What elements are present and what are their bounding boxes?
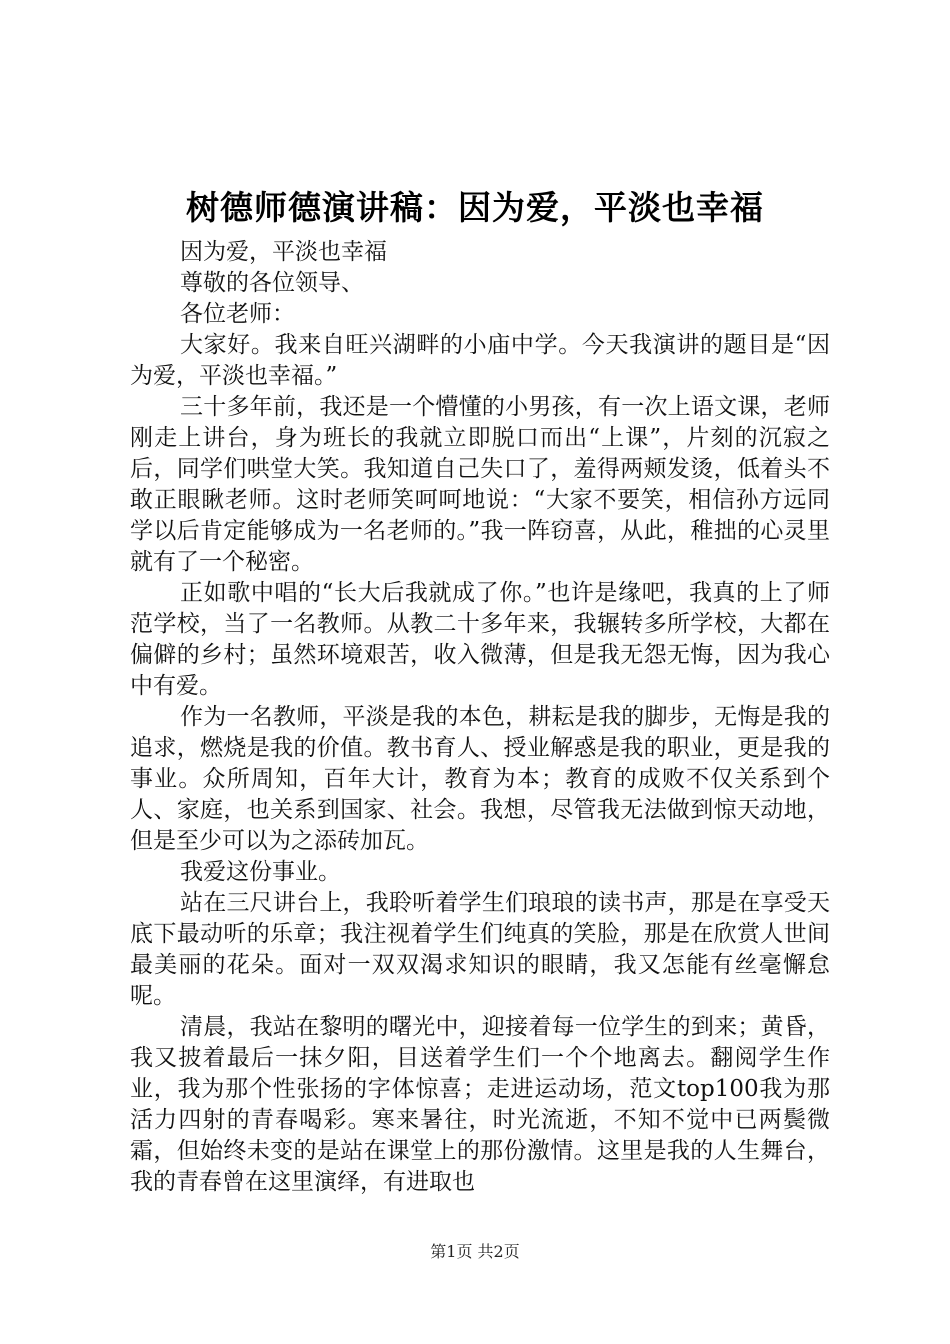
page-number-footer: 第1页 共2页 [430,1242,520,1261]
paragraph-became-teacher: 正如歌中唱的“长大后我就成了你。”也许是缘吧，我真的上了师范学校，当了一名教师。从教二十多年来，我辗转多所学校，大都在偏僻的乡村；虽然环境艰苦，收入微薄，但是我无怨无悔，因为我心中有爱。 [130,580,830,699]
paragraph-subtitle: 因为爱，平淡也幸福 [180,239,387,265]
paragraph-greeting: 大家好。我来自旺兴湖畔的小庙中学。今天我演讲的题目是“因为爱，平淡也幸福。” [130,332,830,389]
paragraph-childhood: 三十多年前，我还是一个懵懂的小男孩，有一次上语文课，老师刚走上讲台，身为班长的我就立即脱口而出“上课”，片刻的沉寂之后，同学们哄堂大笑。我知道自己失口了，羞得两颊发烫，低着头不敢正眼瞅老师。这时老师笑呵呵地说：“大家不要笑，相信孙方远同学以后肯定能够成为一名老师的。”我一阵窃喜，从此，稚拙的心灵里就有了一个秘密。 [130,394,830,575]
paragraph-daily-life: 清晨，我站在黎明的曙光中，迎接着每一位学生的到来；黄昏，我又披着最后一抹夕阳，目送着学生们一个个地离去。翻阅学生作业，我为那个性张扬的字体惊喜；走进运动场，范文top100我为那活力四射的青春喝彩。寒来暑往，时光流逝，不知不觉中已两鬓微霜，但始终未变的是站在课堂上的那份激情。这里是我的人生舞台，我的青春曾在这里演绎，有进取也 [130,1014,830,1195]
paragraph-salutation-leaders: 尊敬的各位领导、 [180,270,364,296]
paragraph-love-career: 我爱这份事业。 [180,859,341,885]
document-title: 树德师德演讲稿：因为爱，平淡也幸福 [186,188,764,227]
paragraph-salutation-teachers: 各位老师： [180,301,295,327]
paragraph-role: 作为一名教师，平淡是我的本色，耕耘是我的脚步，无悔是我的追求，燃烧是我的价值。教书育人、授业解惑是我的职业，更是我的事业。众所周知，百年大计，教育为本；教育的成败不仅关系到个人、家庭，也关系到国家、社会。我想，尽管我无法做到惊天动地，但是至少可以为之添砖加瓦。 [130,704,830,854]
paragraph-podium: 站在三尺讲台上，我聆听着学生们琅琅的读书声，那是在享受天底下最动听的乐章；我注视着学生们纯真的笑脸，那是在欣赏人世间最美丽的花朵。面对一双双渴求知识的眼睛，我又怎能有丝毫懈怠呢。 [130,890,830,1009]
document-body [130,237,830,1198]
